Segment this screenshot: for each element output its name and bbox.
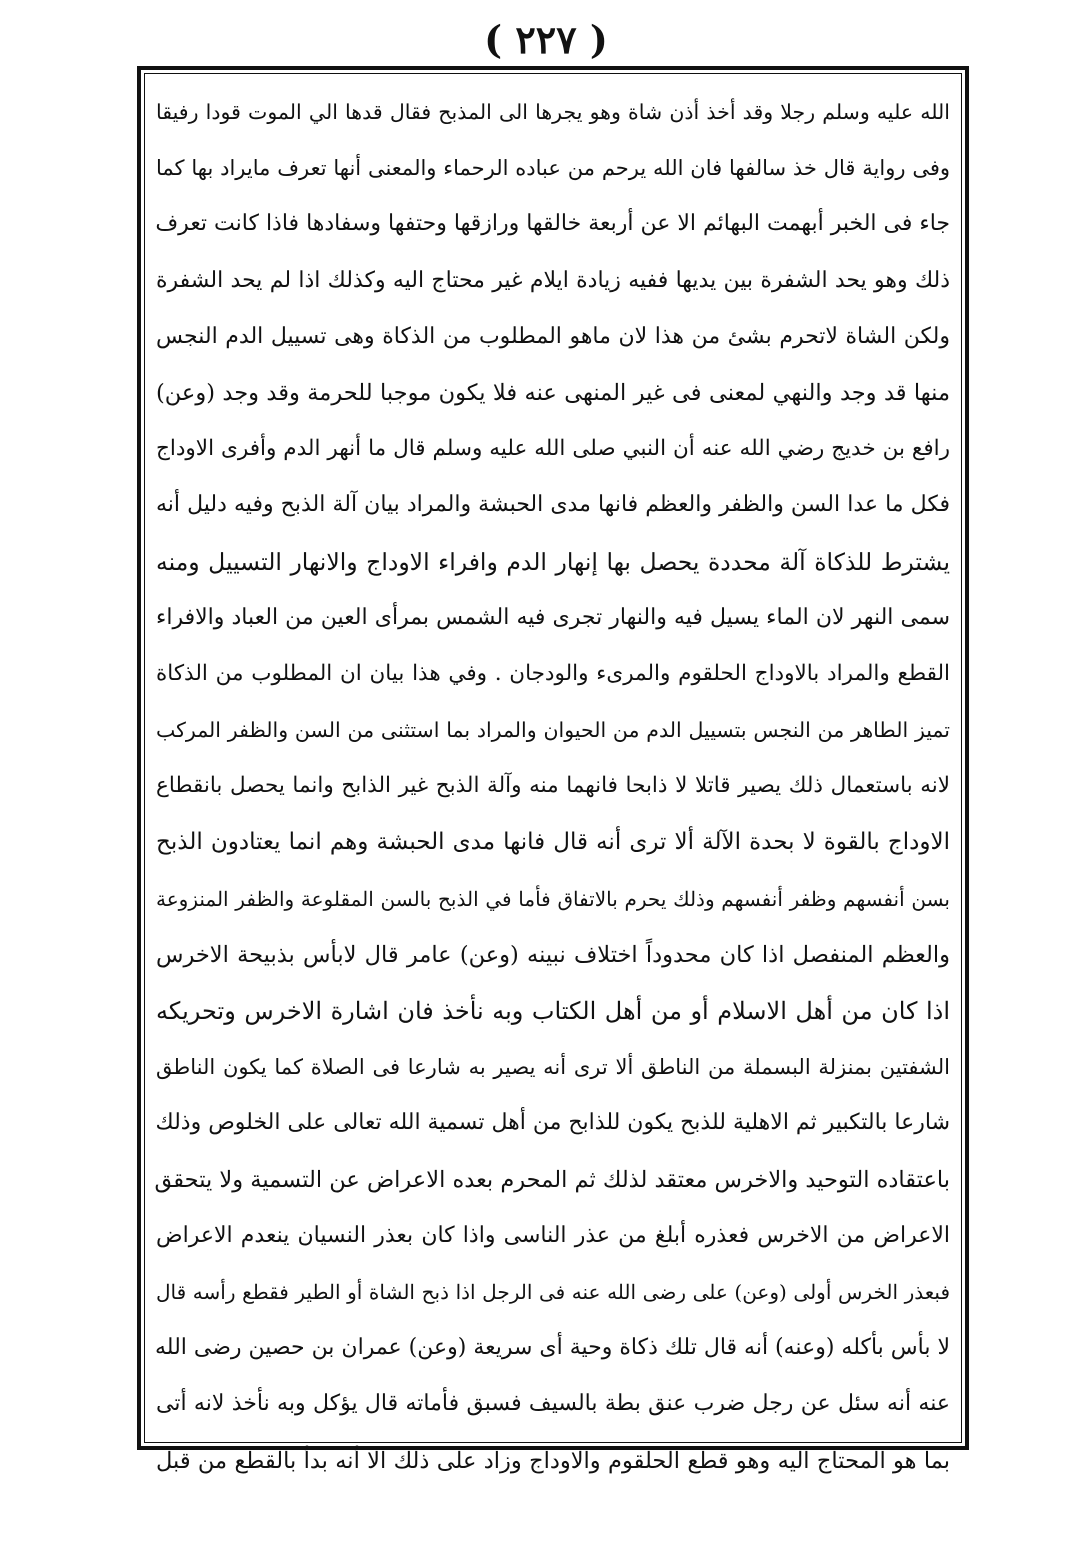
text-line-2: وفى رواية قال خذ سالفها فان الله يرحم من عباده الرحماء والمعنى أنها تعرف مايراد بها كما [156,156,950,181]
text-line-15: بسن أنفسهم وظفر أنفسهم وذلك يحرم بالاتفاق فأما في الذبح بالسن المقلوعة والظفر المنزوعة [156,886,950,911]
text-line-9: يشترط للذكاة آلة محددة يحصل بها إنهار الدم وافراء الاوداج والانهار التسييل ومنه [156,547,950,576]
text-line-13: لانه باستعمال ذلك يصير قاتلا لا ذابحا فانهما منه وآلة الذبح غير الذابح وانما يحصل بانقطاع [156,773,950,799]
text-line-17: اذا كان من أهل الاسلام أو من أهل الكتاب وبه نأخذ فان اشارة الاخرس وتحريكه [156,997,950,1025]
text-line-3: جاء فى الخبر أبهمت البهائم الا عن أربعة خالقها ورازقها وحتفها وسفادها فاذا كانت تعرف [155,211,950,237]
text-line-12: تميز الطاهر من النجس بتسييل الدم من الحيوان والمراد بما استثنى من السن والظفر المركب [156,718,950,743]
text-line-6: منها قد وجد والنهي لمعنى فى غير المنهى عنه فلا يكون موجبا للحرمة وقد وجد (وعن) [156,379,950,406]
page-number: ( ٢٢٧ ) [484,17,608,62]
text-line-22: فبعذر الخرس أولى (وعن) على رضى الله عنه فى الرجل اذا ذبح الشاة أو الطير فقطع رأسه قال [156,1279,950,1304]
text-line-8: فكل ما عدا السن والظفر والعظم فانها مدى الحبشة والمراد بيان آلة الذبح وفيه دليل أنه [156,492,950,518]
text-line-5: ولكن الشاة لاتحرم بشئ من هذا لان ماهو المطلوب من الذكاة وهى تسييل الدم النجس [156,323,950,349]
text-line-4: ذلك وهو يحد الشفرة بين يديها ففيه زيادة ايلام غير محتاج اليه وكذلك اذا لم يحد الشفرة [156,267,950,293]
text-line-24: عنه أنه سئل عن رجل ضرب عنق بطة بالسيف فسبق فأماته قال يؤكل وبه نأخذ لانه أتى [156,1391,950,1417]
text-line-1: الله عليه وسلم رجلا وقد أخذ أذن شاة وهو يجرها الى المذبح فقال قدها الي الموت قودا رفيقا [156,100,950,124]
text-line-7: رافع بن خديج رضي الله عنه أن النبي صلى الله عليه وسلم قال ما أنهر الدم وأفرى الاوداج [156,436,950,462]
text-line-19: شارعا بالتكبير ثم الاهلية للذبح يكون للذابح من أهل تسمية الله تعالى على الخلوص وذلك [155,1110,950,1136]
text-line-11: القطع والمراد بالاوداج الحلقوم والمرىء والودجان . وفي هذا بيان ان المطلوب من الذكاة [156,660,950,686]
text-line-18: الشفتين بمنزلة البسملة من الناطق ألا ترى أنه يصير به شارعا فى الصلاة كما يكون الناطق [156,1055,950,1080]
body-text [154,84,950,1474]
text-line-14: الاوداج بالقوة لا بحدة الآلة ألا ترى أنه قال فانها مدى الحبشة وهم انما يعتادون الذبح [156,829,950,856]
text-line-10: سمى النهر لان الماء يسيل فيه والنهار تجرى فيه الشمس بمرأى العين من العباد والافراء [156,604,950,630]
text-line-21: الاعراض من الاخرس فعذره أبلغ من عذر الناسى واذا كان بعذر النسيان ينعدم الاعراض [156,1222,950,1248]
text-line-16: والعظم المنفصل اذا كان محدوداً اختلاف نبينه (وعن) عامر قال لابأس بذبيحة الاخرس [156,941,950,968]
text-line-23: لا بأس بأكله (وعنه) أنه قال تلك ذكاة وحية أى سريعة (وعن) عمران بن حصين رضى الله [154,1335,950,1361]
text-line-20: باعتقاده التوحيد والاخرس معتقد لذلك ثم المحرم بعده الاعراض عن التسمية ولا يتحقق [154,1166,950,1193]
text-line-25: بما هو المحتاج اليه وهو قطع الحلقوم والاوداج وزاد على ذلك الا أنه بدأ بالقطع من قبل [156,1447,950,1474]
